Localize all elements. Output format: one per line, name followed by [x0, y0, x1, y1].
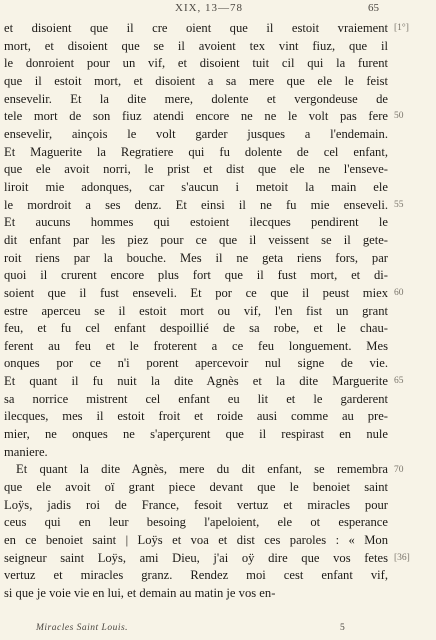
running-head [0, 2, 436, 16]
text-line: feu, et fu cel enfant despoillié de sa robe, et le chau- [4, 321, 388, 336]
margin-line-number: 60 [394, 287, 404, 298]
text-line: si que je voie vie en lui, et demain au matin je vos en- [4, 586, 276, 600]
text-line: quoi il crurent encore plus fort que il fust mort, et di- [4, 268, 388, 283]
margin-line-number: 55 [394, 199, 404, 210]
margin-line-number: 50 [394, 111, 404, 122]
text-line: maniere. [4, 444, 48, 459]
text-line: Et Maguerite la Regratiere qui fu dolente de cel enfant, [4, 144, 388, 159]
footer-signature: 5 [340, 623, 345, 633]
margin-line-number: 65 [394, 376, 404, 387]
margin-line-number: [36] [394, 552, 410, 563]
text-line: mier, ne onques ne s'aperçurent que il respirast en nule [4, 427, 388, 442]
text-line: tele mort de son fiuz atendi encore ne ne le volt pas fere [4, 109, 388, 124]
margin-line-number: [1°] [394, 23, 409, 33]
text-line: soient que il fust enseveli. Et por ce que il peust miex [4, 285, 388, 300]
text-line: et disoient que il cre oient que il estoit vraiement [4, 21, 388, 35]
text-line: que ele avoit norri, le prist et dist que ele ne l'enseve- [4, 162, 388, 177]
text-line: sa norrice mistrent cel enfant eu lit et le garderent [4, 391, 388, 406]
margin-line-number: 70 [394, 464, 404, 475]
text-line: ceus qui en leur besoing l'apeloient, ele ot esperance [4, 515, 388, 530]
text-line: ensevelir. Et la dite mere, dolente et vergondeuse de [4, 91, 388, 106]
text-line: seigneur saint Loÿs, ami Dieu, j'ai oÿ dire que vos fetes [4, 550, 388, 565]
text-line: Et quant il fu nuit la dite Agnès et la dite Marguerite [4, 374, 388, 389]
page-footer [0, 623, 436, 637]
running-title: XIX, 13—78 [175, 2, 244, 14]
text-line: roit riens par la bouche. Mes il ne geta riens fors, par [4, 250, 388, 265]
page-number: 65 [368, 2, 379, 14]
text-line: ensevelir, ainçois le volt garder jusques a l'endemain. [4, 126, 388, 141]
text-line: ferent au feu et le froterent a ce feu longuement. Mes [4, 338, 388, 353]
text-line: mort, et disoient que se il avoient tex vint fiuz, que il [4, 38, 388, 53]
text-line: dit enfant par les piez pour ce que il veissent se il gete- [4, 232, 388, 247]
text-line: Et quant la dite Agnès, mere du dit enfant, se remembra [16, 462, 388, 477]
text-line: le donroient pour un vif, et disoient tuit cil qui la furent [4, 56, 388, 71]
body-text [4, 20, 388, 603]
text-line: ilecques, mes il estoit froit et roide ausi comme au pre- [4, 409, 388, 424]
text-line: que ele avoit oï grant piece devant que le benoiet saint [4, 480, 388, 495]
footer-title: Miracles Saint Louis. [36, 623, 129, 633]
text-line: Loÿs, jadis roi de France, fesoit vertuz et miracles pour [4, 497, 388, 512]
text-line: le mordroit a ses denz. Et einsi il ne fu mie enseveli. [4, 197, 388, 212]
text-line: liroit mie adonques, car s'aucun i metoit la main ele [4, 179, 388, 194]
text-line: que il estoit mort, et disoient a sa mere que ele le feist [4, 73, 388, 88]
text-line: estre aperceu se il estoit mort ou vif, l'en fist un grant [4, 303, 388, 318]
text-line: en ce benoiet saint | Loÿs et voa et dist ces paroles : « Mon [4, 533, 388, 548]
text-line: Et aucuns hommes qui estoient ilecques pendirent le [4, 215, 388, 230]
text-line: vertuz et miracles granz. Rendez moi cest enfant vif, [4, 568, 388, 583]
text-line: onques por ce n'i porent apercevoir nul signe de vie. [4, 356, 388, 371]
